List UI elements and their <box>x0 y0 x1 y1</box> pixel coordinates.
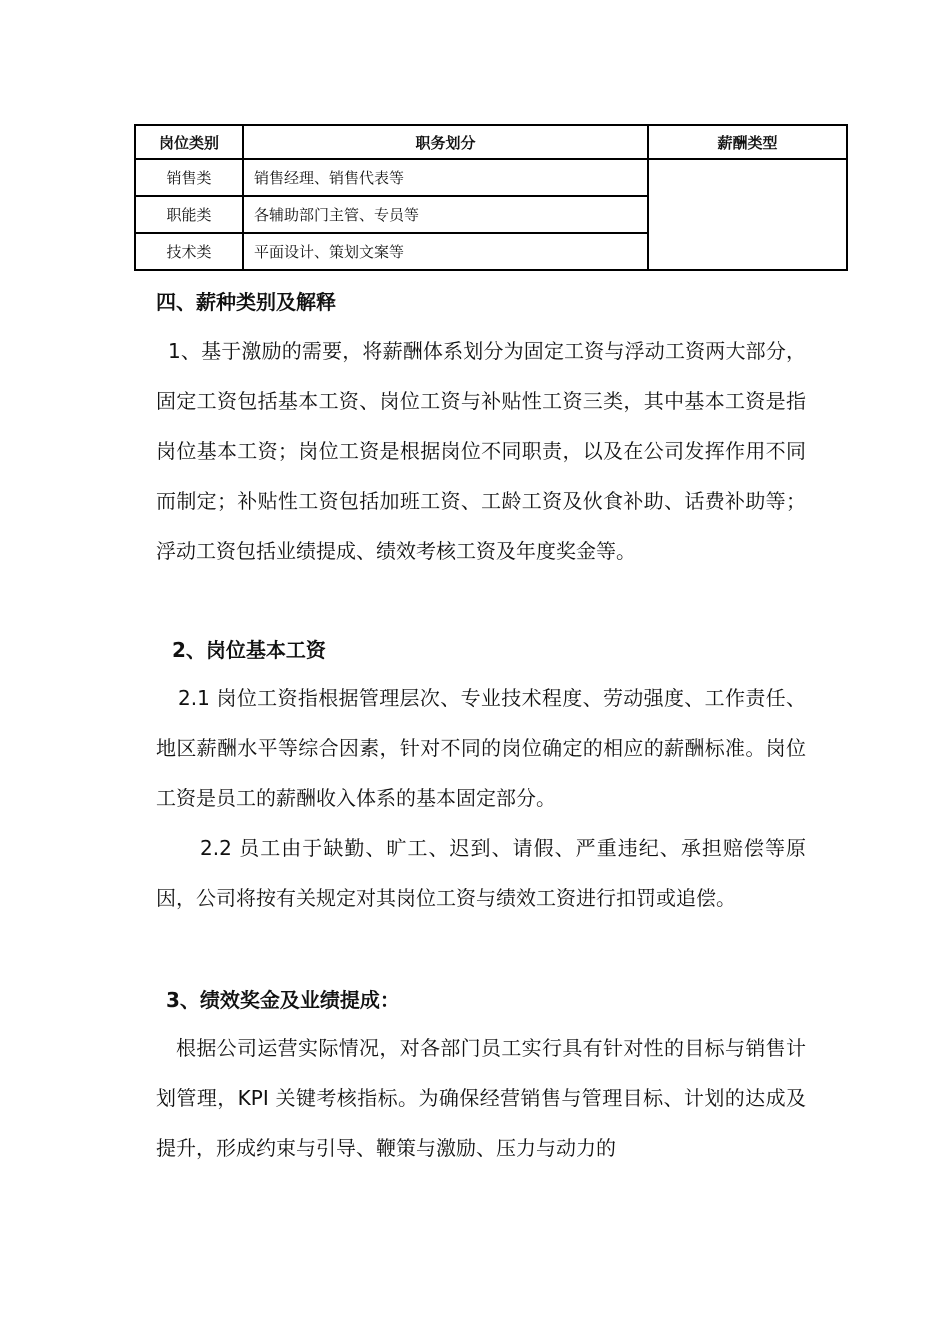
table-row <box>135 159 847 196</box>
header-position-category: 岗位类别 <box>135 125 243 159</box>
row-category: 销售类 <box>135 159 243 196</box>
table-header-row <box>135 125 847 159</box>
header-salary-type: 薪酬类型 <box>648 125 847 159</box>
paragraph-3: 根据公司运营实际情况，对各部门员工实行具有针对性的目标与销售计划管理，KPI 关键考核指标。为确保经营销售与管理目标、计划的达成及提升，形成约束与引导、鞭策与激励、压力与动力的 <box>156 1036 806 1160</box>
row-category: 技术类 <box>135 233 243 270</box>
section-4-heading: 四、薪种类别及解释 <box>156 290 336 314</box>
paragraph-2-2: 2.2 员工由于缺勤、旷工、迟到、请假、严重违纪、承担赔偿等原因，公司将按有关规定对其岗位工资与绩效工资进行扣罚或追偿。 <box>156 836 806 910</box>
paragraph-2-1: 2.1 岗位工资指根据管理层次、专业技术程度、劳动强度、工作责任、地区薪酬水平等综合因素，针对不同的岗位确定的相应的薪酬标准。岗位工资是员工的薪酬收入体系的基本固定部分。 <box>156 686 806 810</box>
paragraph-salary-system: 1、基于激励的需要，将薪酬体系划分为固定工资与浮动工资两大部分，固定工资包括基本工资、岗位工资与补贴性工资三类，其中基本工资是指岗位基本工资；岗位工资是根据岗位不同职责，以及在公司发挥作用不同而制定；补贴性工资包括加班工资、工龄工资及伙食补助、话费补助等；浮动工资包括业绩提成、绩效考核工资及年度奖金等。 <box>156 339 806 563</box>
row-duties: 平面设计、策划文案等 <box>243 233 648 270</box>
row-duties: 销售经理、销售代表等 <box>243 159 648 196</box>
salary-type-cell <box>648 159 847 270</box>
row-duties: 各辅助部门主管、专员等 <box>243 196 648 233</box>
header-duty-division: 职务划分 <box>243 125 648 159</box>
subsection-3-heading: 3、绩效奖金及业绩提成： <box>166 988 400 1012</box>
row-category: 职能类 <box>135 196 243 233</box>
subsection-2-heading: 2、岗位基本工资 <box>172 638 326 662</box>
position-salary-table <box>134 124 848 271</box>
